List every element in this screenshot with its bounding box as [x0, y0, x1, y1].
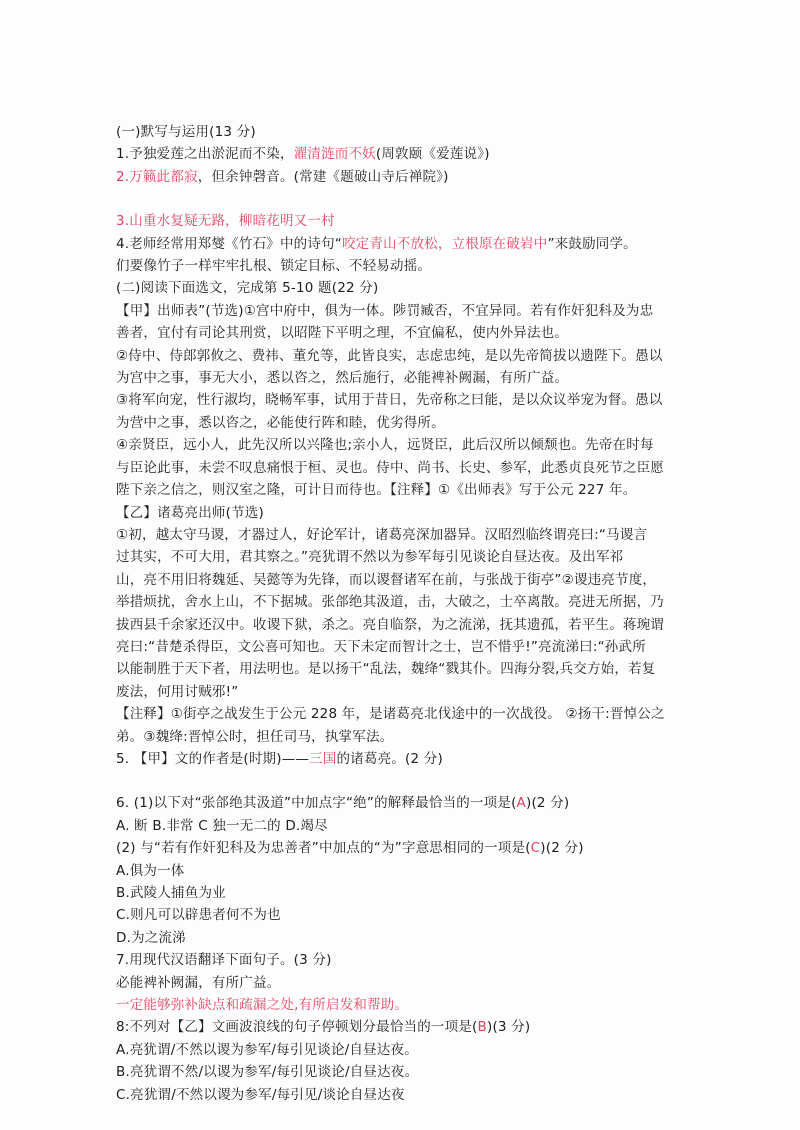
q6b-rest: )(2 分) [540, 840, 584, 857]
question-4 [116, 233, 700, 255]
page-content [116, 121, 700, 1106]
passage-jia-line: ③将军向宠，性行淑均，晓畅军事，试用于昔日，先帝称之曰能，是以众议举宠为督。愚以 [116, 392, 663, 409]
q5-answer: 三国 [309, 750, 337, 767]
q8-option: C.亮犹谓/不然以谡为参军/每引见/谈论自昼达夜 [116, 1086, 405, 1103]
q6b-option: C.则凡可以辟患者何不为也 [116, 907, 281, 924]
q6a-rest: )(2 分) [525, 795, 570, 812]
passage-yi-line: 以能制胜于天下者，用法明也。是以扬干“乱法，魏绛“戮其仆。四海分裂,兵交方始，若复 [116, 661, 656, 678]
q8-option: A.亮犹谓/不然以谡为参军/每引见谈论/自昼达夜。 [116, 1041, 418, 1058]
passage-yi-heading: 【乙】诸葛亮出师(节选) [116, 504, 264, 521]
q1-prompt: 1.予独爱莲之出淤泥而不染， [116, 146, 294, 163]
passage-yi [116, 524, 700, 703]
passage-jia-line: 陛下亲之信之，则汉室之隆，可计日而待也。【注释】①《出师表》写于公元 227 年。 [116, 482, 637, 499]
passage-jia-line: 与臣论此事，未尝不叹息痛恨于桓、灵也。侍中、尚书、长史、参军，此悉贞良死节之臣愿 [116, 459, 664, 476]
question-7: 7.用现代汉语翻译下面句子。(3 分) [116, 952, 332, 969]
spacer [116, 188, 700, 210]
q8-rest: )(3 分) [486, 1019, 531, 1036]
question-2 [116, 166, 700, 188]
note-line: 弟。③魏绛:晋悼公时，担任司马，执掌军法。 [116, 728, 394, 745]
q6a-answer: A [516, 795, 526, 812]
q4-prompt: 4.老师经常用郑燮《竹石》中的诗句“ [116, 235, 342, 252]
spacer [116, 770, 700, 792]
q5-rest: 的诸葛亮。(2 分) [336, 750, 443, 767]
note-line: 【注释】①街亭之战发生于公元 228 年，是诸葛亮北伐途中的一次战役。 ②扬干:晋悼公之 [116, 706, 665, 723]
passage-jia-line: ②侍中、侍郎郭攸之、费祎、董允等，此皆良实，志虑忠纯，是以先帝简拔以遗陛下。愚以 [116, 347, 663, 364]
q8-prompt: 8:不列对【乙】文画波浪线的句子停顿划分最恰当的一项是( [116, 1019, 478, 1036]
q6a-prompt: 6. (1)以下对“张郃绝其汲道”中加点字“绝”的解释最恰当的一项是( [116, 795, 517, 812]
q4-rest: ”来鼓励同学。 [547, 235, 637, 252]
q6b-option: B.武陵人捕鱼为业 [116, 885, 226, 901]
q8-answer: B [477, 1019, 487, 1036]
q8-option: B.亮犹谓不然/以谡为参军/每引见谈论/自昼达夜。 [116, 1064, 419, 1081]
q6b-option: A.俱为一体 [116, 862, 185, 879]
question-3-answer: 3.山重水复疑无路，柳暗花明又一村 [116, 213, 335, 230]
q4-answer: 咬定青山不放松，立根原在破岩中 [341, 235, 548, 252]
section1-heading: (一)默写与运用(13 分) [116, 124, 256, 140]
passage-yi-line: 亮曰:“昔楚杀得臣，文公喜可知也。天下未定而智计之士，岂不惜乎!”亮流涕曰:“孙武所 [116, 638, 646, 655]
question-5 [116, 748, 700, 770]
q6b-option: D.为之流涕 [116, 929, 186, 946]
passage-yi-line: 废法，何用讨贼邪!” [116, 683, 239, 700]
passage-jia-line: 为营中之事，悉以咨之，必能使行阵和睦，优劣得所。 [116, 414, 445, 431]
question-1 [116, 143, 700, 165]
q5-prompt: 5. 【甲】文的作者是(时期)—— [116, 750, 310, 767]
passage-yi-line: ①初，越太守马谡，才器过人，好论军计，诸葛亮深加器异。汉昭烈临终谓亮曰:“马谡言 [116, 526, 648, 543]
q2-rest: ，但余钟磬音。(常建《题破山寺后禅院》) [197, 168, 449, 185]
q7-answer: 一定能够弥补缺点和疏漏之处,有所启发和帮助。 [116, 997, 409, 1014]
q6a-options: A. 断 B.非常 C 独一无二的 D.竭尽 [116, 817, 328, 834]
question-6-part1 [116, 792, 700, 814]
question-6-part2 [116, 837, 700, 859]
annotation-notes [116, 703, 700, 748]
passage-jia-line: 为宫中之事，事无大小，悉以咨之，然后施行，必能裨补阙漏，有所广益。 [116, 370, 569, 387]
passage-yi-line: 山，亮不用旧将魏延、吴懿等为先锋，而以谡督诸军在前，与张战于街亭”②谡违亮节度， [116, 571, 657, 588]
question-8 [116, 1016, 700, 1038]
question-4-line2: 们要像竹子一样牢牢扎根、锁定目标、不轻易动摇。 [116, 258, 432, 275]
passage-jia-line: ④亲贤臣，远小人，此先汉所以兴隆也;亲小人，远贤臣，此后汉所以倾颓也。先帝在时每 [116, 437, 654, 454]
section2-heading: (二)阅读下面选文，完成第 5-10 题(22 分) [116, 280, 379, 297]
passage-yi-line: 拔西县千余家还汉中。收谡下狱，杀之。亮自临祭，为之流涕，抚其遗孤，若平生。蒋琬谓 [116, 616, 664, 633]
q6b-answer: C [530, 840, 541, 857]
passage-jia-line: 【甲】出师表”(节选)①宫中府中，俱为一体。陟罚臧否，不宜异同。若有作奸犯科及为忠 [116, 302, 654, 319]
passage-yi-line: 过其实，不可大用，君其察之。”亮犹谓不然以为参军每引见谈论自昼达夜。及出军祁 [116, 549, 624, 566]
q7-sentence: 必能裨补阙漏，有所广益。 [116, 974, 281, 991]
q1-source: (周敦颐《爱莲说》) [375, 146, 490, 163]
q6b-prompt: (2) 与“若有作奸犯科及为忠善者”中加点的“为”字意思相同的一项是( [116, 840, 531, 857]
passage-jia-line: 善者，宜付有司论其刑赏，以昭陛下平明之理，不宜偏私，使内外异法也。 [116, 325, 569, 342]
q1-answer: 濯清涟而不妖 [293, 146, 376, 163]
passage-yi-line: 举措烦扰，舍水上山，不下据城。张郃绝其汲道，击，大破之，士卒离散。亮进无所据，乃 [116, 594, 664, 611]
q2-answer: 2.万籁此都寂 [116, 168, 198, 185]
passage-jia [116, 300, 700, 502]
